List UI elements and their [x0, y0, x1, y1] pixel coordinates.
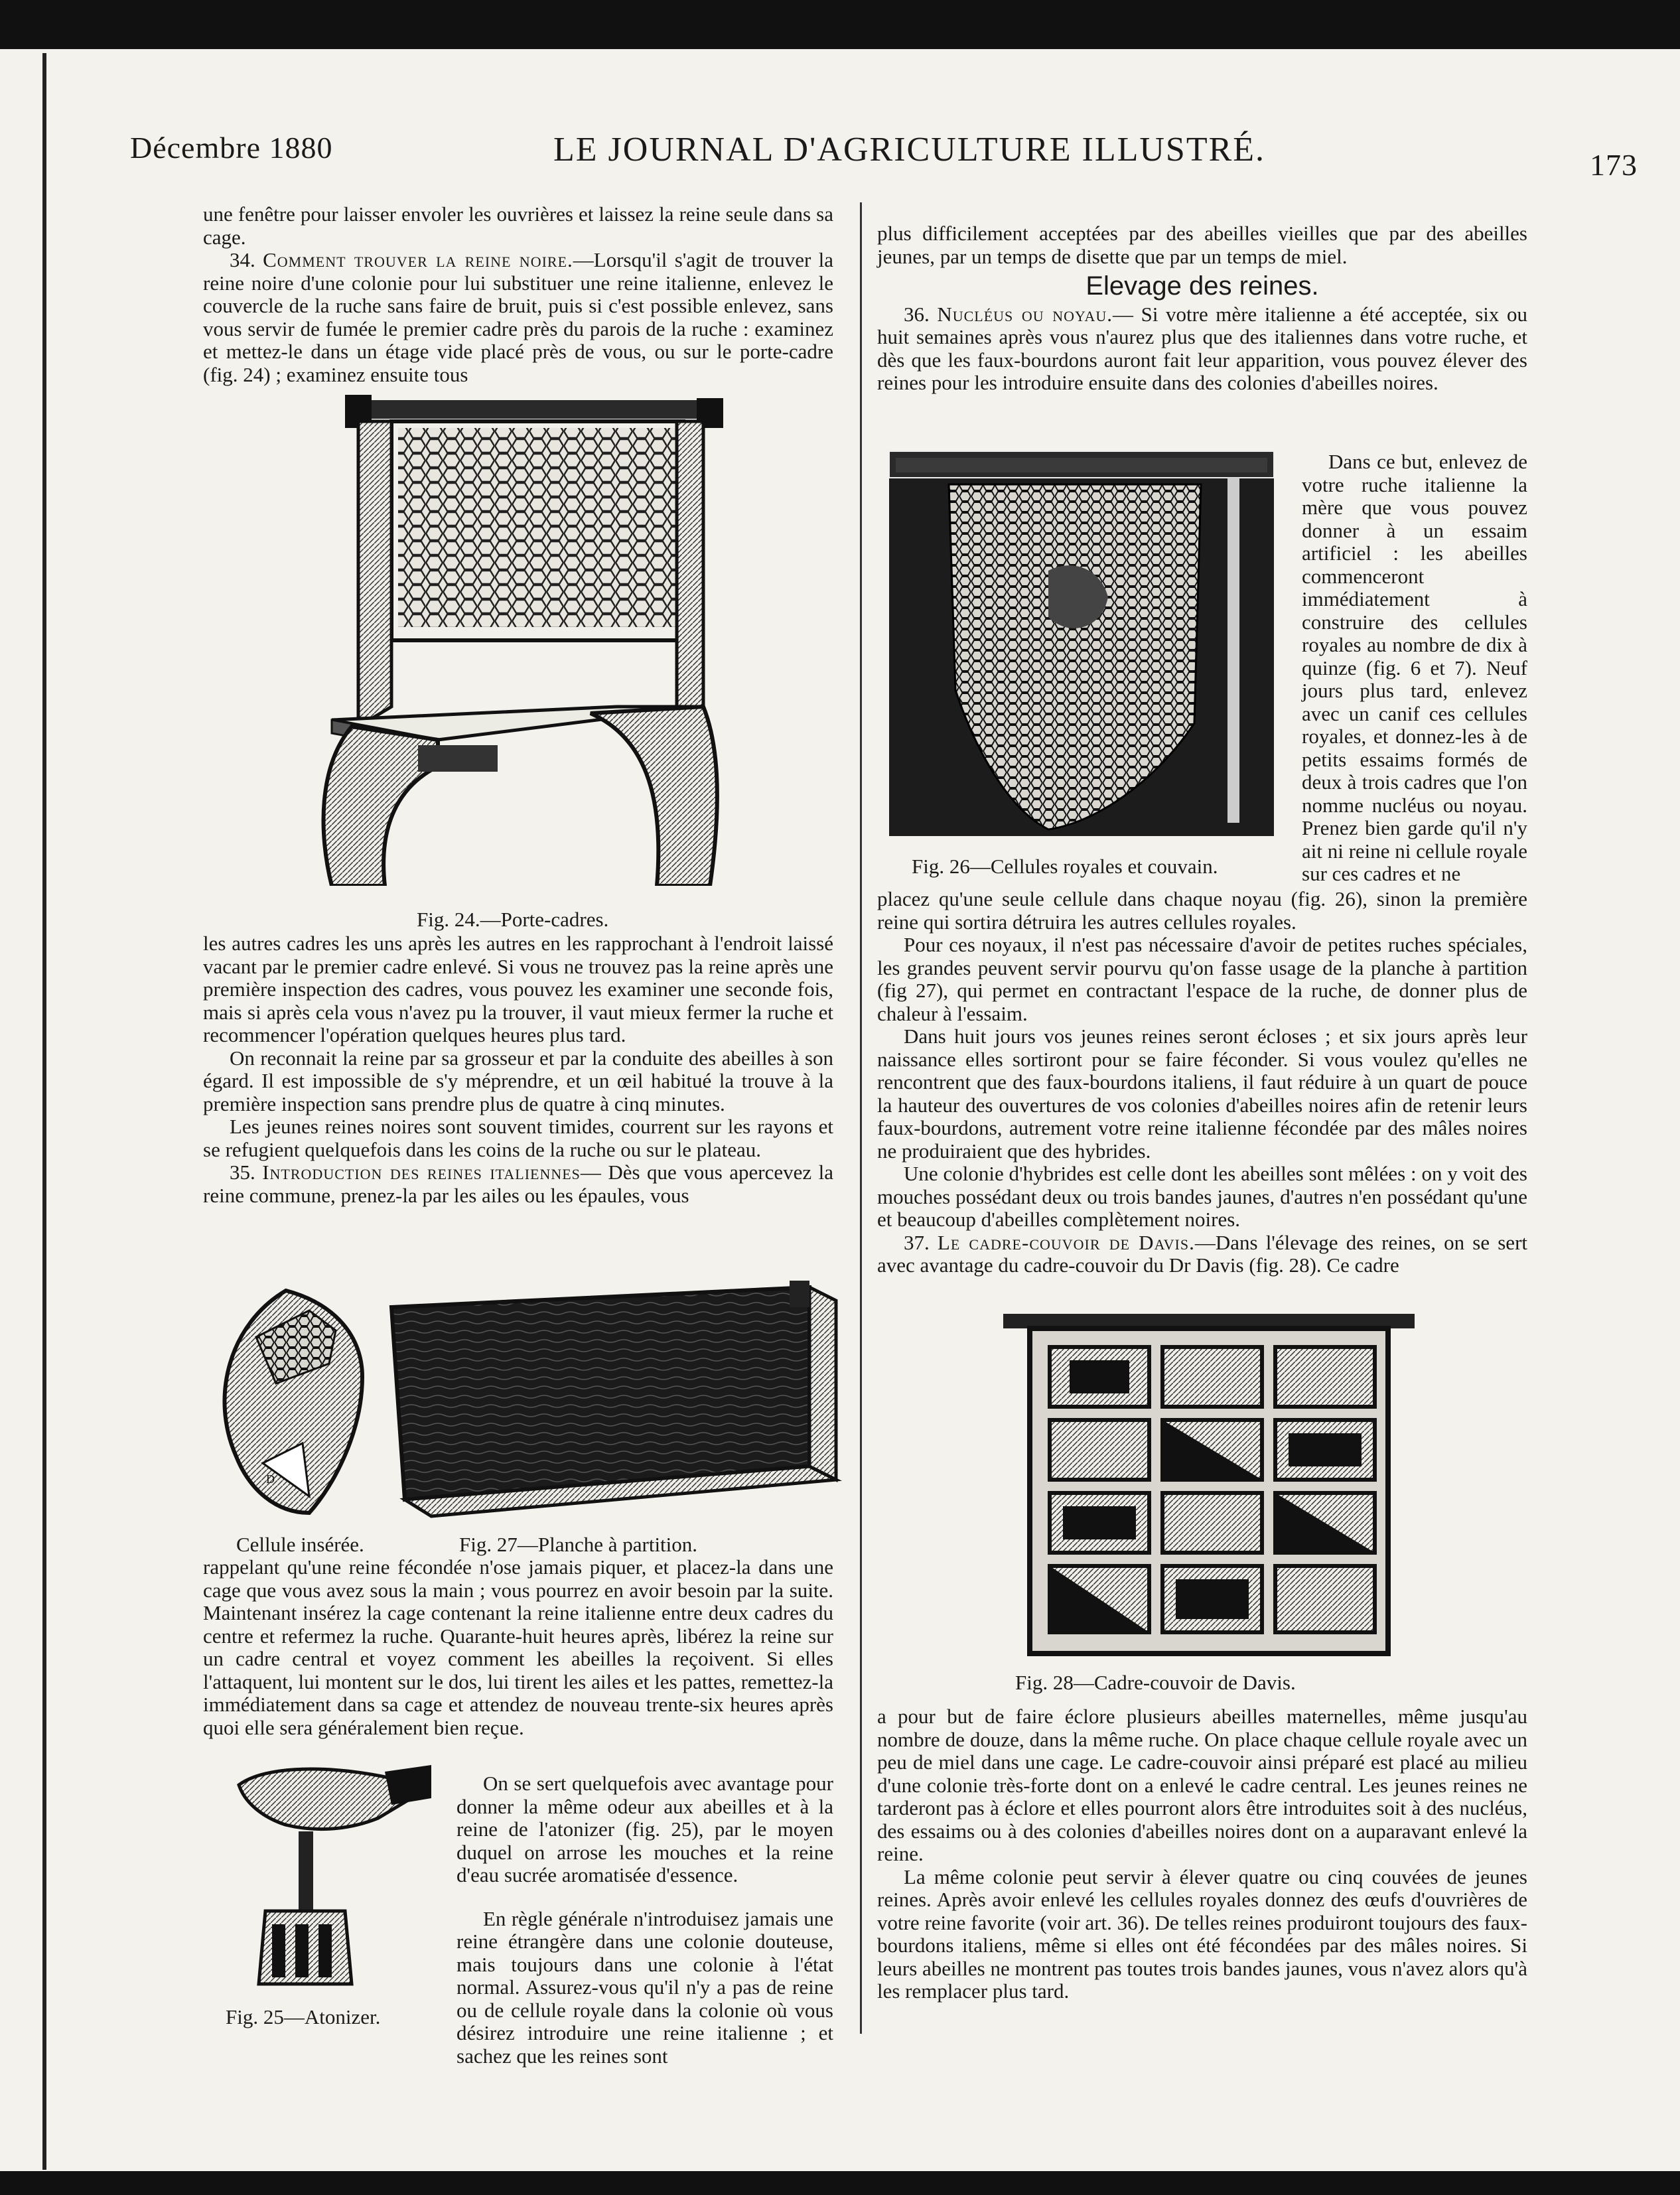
figure-25 [212, 1758, 438, 2004]
section-number: 37. [904, 1230, 930, 1254]
fig26-caption: Fig. 26—Cellules royales et couvain. [912, 855, 1218, 878]
paragraph: On reconnait la reine par sa grosseur et par la conduite des abeilles à son égard. Il est impossible de s'y méprendre, et un œil habitué la trouve à la première inspection sans prendre plus de quatre à cinq minutes. [203, 1046, 833, 1115]
section-text: — Dès que vous apercevez la reine commune, prenez-la par les ailes ou les épaules, vous [203, 1161, 833, 1207]
section-text: —Dans l'élevage des reines, on se sert avec avantage du cadre-couvoir du Dr Davis (fig. 28). Ce cadre [877, 1230, 1527, 1277]
svg-text:D: D [266, 1472, 275, 1486]
figure-27 [378, 1281, 843, 1533]
section-number: 36. [904, 302, 930, 326]
section-text: —Lorsqu'il s'agit de trouver la reine noire d'une colonie pour lui substituer une reine italienne, enlevez le couvercle de la ruche sans faire de bruit, puis si c'est possible enlevez, sans vous servir de fumée le premier cadre près du parois de la ruche : examinez et mettez-le dans un étage vide placé près de vous, ou sur le porte-cadre (fig. 24) ; examinez ensuite tous [203, 248, 833, 386]
left-margin-rule [42, 53, 46, 2170]
right-column-wrap-text [1302, 430, 1527, 906]
paragraph: une fenêtre pour laisser envoler les ouvrières et laissez la reine seule dans sa cage. [203, 202, 833, 249]
left-column-lower [203, 1556, 833, 1739]
paragraph: rappelant qu'une reine fécondée n'ose jamais piquer, et placez-la dans une cage que vous avez sous la main ; vous pourrez en avoir besoin par la suite. Maintenant insérez la cage contenant la reine italienne entre deux cadres du centre et refermez la ruche. Quarante-huit heures après, libérez la reine sur un cadre central et voyez comment les abeilles la reçoivent. Si elles l'attaquent, lui montent sur le dos, lui tirent les ailes et les pattes, remettez-la immédiatement dans sa cage et attendez de nouveau trente-six heures après quoi elle sera généralement bien reçue. [203, 1555, 833, 1739]
right-column-lower [877, 1705, 1527, 2003]
section-number: 34. [230, 248, 255, 271]
cage-frame-engraving-icon [1003, 1314, 1415, 1659]
header-date: Décembre 1880 [130, 131, 333, 165]
section-number: 35. [230, 1161, 255, 1184]
header-page-number: 173 [1590, 148, 1638, 182]
right-column-top [877, 222, 1527, 395]
paragraph: placez qu'une seule cellule dans chaque noyau (fig. 26), sinon la première reine qui sortira détruira les autres cellules royales. [877, 887, 1527, 934]
left-column-wrap-text [456, 1752, 833, 2088]
atomizer-hand-engraving-icon [212, 1758, 438, 2004]
scan-bottom-border [0, 2171, 1680, 2195]
frame-holder-engraving-icon [305, 395, 756, 886]
header-title: LE JOURNAL D'AGRICULTURE ILLUSTRÉ. [553, 131, 1266, 169]
paragraph: plus difficilement acceptées par des abeilles vieilles que par des abeilles jeunes, par un temps de disette que par un temps de miel. [877, 222, 1527, 268]
section-heading: Comment trouver la reine noire. [263, 248, 573, 271]
section-heading: Le cadre-couvoir de Davis. [937, 1230, 1195, 1254]
paragraph: Dans ce but, enlevez de votre ruche italienne la mère que vous pouvez donner à un essaim artificiel : les abeilles commenceront immédiatement à construire des cellules royales au nombre de dix à quinze (fig. 6 et 7). Neuf jours plus tard, enlevez avec un canif ces cellules royales, et donnez-les à de petits essaims formés de deux à trois cadres que l'on nomme nucléus ou noyau. Prenez bien garde qu'il n'y ait ni reine ni cellule royale sur ces cadres et ne [1302, 450, 1527, 885]
section-35 [203, 1161, 833, 1207]
left-column-top [203, 203, 833, 386]
fig28-caption: Fig. 28—Cadre-couvoir de Davis. [1015, 1671, 1296, 1694]
partition-board-engraving-icon [378, 1281, 843, 1533]
paragraph: les autres cadres les uns après les autres en les rapprochant à l'endroit laissé vacant par le premier cadre enlevé. Si vous ne trouvez pas la reine après une première inspection des cadres, vous pouvez les examiner une seconde fois, mais si après cela vous n'avez pu la trouver, il vaut mieux fermer la ruche et recommencer l'opération quelques heures plus tard. [203, 932, 833, 1046]
section-heading: Nucléus ou noyau. [937, 302, 1113, 326]
figure-26 [876, 438, 1287, 849]
fig27-caption: Fig. 27—Planche à partition. [459, 1533, 698, 1556]
scan-top-border [0, 0, 1680, 49]
section-37 [877, 1232, 1527, 1277]
section-text: — Si votre mère italienne a été acceptée, six ou huit semaines après vous n'aurez plus que des italiennes dans votre ruche, et dès que les faux-bourdons auront fait leur apparition, vous pouvez élever des reines pour les introduire ensuite dans des colonies d'abeilles noires. [877, 302, 1528, 394]
paragraph: a pour but de faire éclore plusieurs abeilles maternelles, même jusqu'au nombre de douze, dans la même ruche. On place chaque cellule royale avec un peu de miel dans une cage. Le cadre-couvoir ainsi préparé est placé au milieu d'une colonie très-forte dont on a enlevé le cadre central. Les jeunes reines ne tarderont pas à éclore et elles pourront alors être introduites soit à des nucléus, des essaims ou à des colonies d'abeilles noires dont on a auparavant enlevé la reine. [877, 1705, 1527, 1865]
section-34 [203, 249, 833, 386]
figure-28 [1003, 1314, 1415, 1659]
cellule-caption: Cellule insérée. [236, 1533, 364, 1556]
left-column-middle [203, 932, 833, 1207]
paragraph: En règle générale n'introduisez jamais une reine étrangère dans une colonie douteuse, mais toujours dans une colonie à l'état normal. Assurez-vous qu'il n'y a pas de reine ou de cellule royale dans la colonie où vous désirez introduire une reine italienne ; et sachez que les reines sont [456, 1906, 833, 2068]
section-36 [877, 303, 1527, 395]
section-subheading: Elevage des reines. [1085, 271, 1319, 301]
queen-cell-engraving-icon [203, 1284, 369, 1523]
column-divider [860, 202, 862, 2034]
paragraph: On se sert quelquefois avec avantage pour donner la même odeur aux abeilles et à la reine de l'atonizer (fig. 25), par le moyen duquel on arrose les mouches et la reine d'eau sucrée aromatisée d'essence. [456, 1772, 833, 1886]
figure-cellule [203, 1284, 369, 1523]
fig24-caption: Fig. 24.—Porte-cadres. [417, 908, 609, 931]
paragraph: La même colonie peut servir à élever quatre ou cinq couvées de jeunes reines. Après avoir enlevé les cellules royales donnez des œufs d'ouvrières de votre reine favorite (voir art. 36). De telles reines produiront toujours des faux-bourdons italiens, même si elles ont été fécondées par des mâles noires. Si leurs abeilles ne montrent pas toutes trois bandes jaunes, vous n'avez alors qu'à les remplacer plus tard. [877, 1865, 1527, 2003]
paragraph: Pour ces noyaux, il n'est pas nécessaire d'avoir de petites ruches spéciales, les grandes peuvent servir pourvu qu'on fasse usage de la planche à partition (fig 27), qui permet en contractant l'espace de la ruche, de donner plus de chaleur à l'essaim. [877, 933, 1527, 1025]
paragraph: Une colonie d'hybrides est celle dont les abeilles sont mêlées : on y voit des mouches possédant deux ou trois bandes jaunes, d'autres n'en possédant qu'une et beaucoup d'abeilles complètement noires. [877, 1162, 1527, 1231]
right-column-middle [877, 888, 1527, 1277]
figure-24 [305, 395, 756, 886]
paragraph: Les jeunes reines noires sont souvent timides, courrent sur les rayons et se refugient quelquefois dans les coins de la ruche ou sur le plateau. [203, 1115, 833, 1161]
honeycomb-frame-engraving-icon [876, 438, 1287, 849]
paragraph: Dans huit jours vos jeunes reines seront écloses ; et six jours après leur naissance elles sortiront pour se faire féconder. Si vous voulez qu'elles ne rencontrent que des faux-bourdons italiens, il faut réduire à un quart de pouce la hauteur des ouvertures de vos colonies d'abeilles noires afin de retenir leurs faux-bourdons, autrement votre reine italienne fécondée par des mâles noires ne produiraient que des hybrides. [877, 1025, 1527, 1163]
section-heading: Introduction des reines italiennes [262, 1161, 581, 1184]
fig25-caption: Fig. 25—Atonizer. [226, 2005, 381, 2028]
